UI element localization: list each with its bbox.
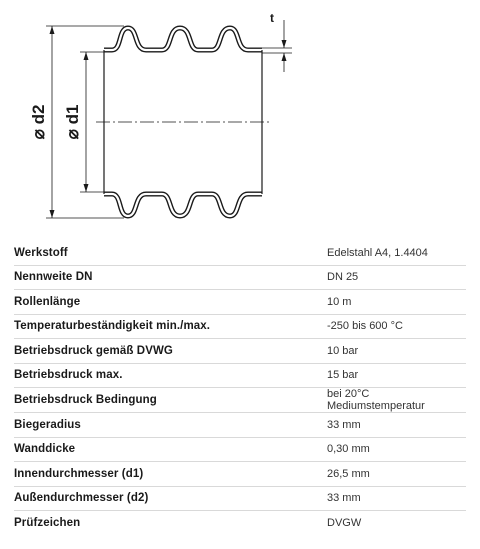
hose-cross-section-drawing: [0, 0, 480, 232]
spec-value: 33 mm: [327, 413, 466, 438]
spec-row: [14, 388, 466, 413]
spec-value: DVGW: [327, 516, 362, 529]
t-label: t: [270, 11, 274, 25]
spec-label: Nennweite DN: [14, 265, 327, 290]
spec-label: Biegeradius: [14, 413, 327, 438]
spec-row: [14, 437, 466, 462]
d2-arrow-bottom: [50, 210, 55, 218]
spec-value: DN 25: [327, 265, 466, 290]
spec-label: Temperaturbeständigkeit min./max.: [14, 314, 327, 339]
spec-row: [14, 290, 466, 315]
spec-value: -250 bis 600 °C: [327, 314, 466, 339]
spec-row: [14, 339, 466, 364]
spec-value: 10 m: [327, 290, 466, 315]
spec-label: Betriebsdruck max.: [14, 363, 327, 388]
spec-row: [14, 486, 466, 511]
spec-row: [14, 265, 466, 290]
d2-arrow-top: [50, 26, 55, 34]
d1-label: ⌀ d1: [63, 104, 82, 140]
spec-value: 10 bar: [327, 339, 466, 364]
spec-row: [14, 363, 466, 388]
spec-label: Rollenlänge: [14, 290, 327, 315]
spec-label: Außendurchmesser (d2): [14, 486, 327, 511]
t-arrow-lower: [282, 53, 287, 61]
spec-value: bei 20°C Mediumstemperatur: [327, 388, 466, 413]
spec-value: 15 bar: [327, 363, 466, 388]
spec-label: Innendurchmesser (d1): [14, 462, 327, 487]
spec-row: [14, 241, 466, 265]
spec-label: Betriebsdruck gemäß DVWG: [14, 339, 327, 364]
spec-label: Betriebsdruck Bedingung: [14, 388, 327, 413]
spec-row: [14, 511, 466, 535]
spec-label: Prüfzeichen: [14, 516, 81, 529]
spec-label: Werkstoff: [14, 241, 327, 265]
spec-value: 33 mm: [327, 486, 466, 511]
spec-row: [14, 314, 466, 339]
spec-table: [14, 241, 466, 535]
t-arrow-upper: [282, 40, 287, 48]
spec-value: Edelstahl A4, 1.4404: [327, 241, 466, 265]
spec-row: [14, 413, 466, 438]
d1-arrow-bottom: [84, 184, 89, 192]
spec-value: 0,30 mm: [327, 437, 466, 462]
d2-label: ⌀ d2: [29, 104, 48, 140]
spec-value: 26,5 mm: [327, 462, 466, 487]
spec-row: [14, 462, 466, 487]
d1-arrow-top: [84, 52, 89, 60]
spec-label: Wanddicke: [14, 437, 327, 462]
